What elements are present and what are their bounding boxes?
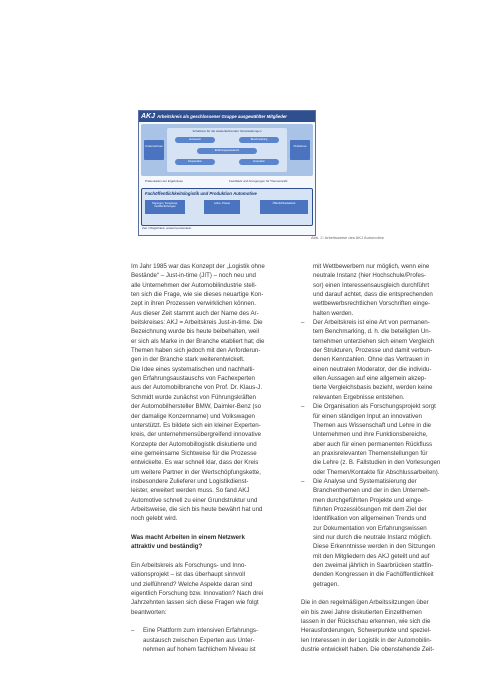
- bullet-line: [301, 580, 465, 589]
- bullet-item: [301, 477, 465, 589]
- text-line: nehmen auf hohem fachlichem Niveau ist: [143, 646, 256, 654]
- bullet-line: [301, 552, 465, 561]
- text-line: führten Prozesslösungen mit dem Ziel der: [313, 505, 427, 513]
- bullet-line: [301, 421, 465, 430]
- figure-caption: Abb. 2: Arbeitsweise des AKJ Automotive: [311, 235, 384, 240]
- text-line: der Automobilhersteller BMW, Daimler-Benz (so: [131, 403, 262, 411]
- text-line: zept in ihren Prozessen verwirklichen können.: [131, 300, 256, 308]
- text-line: entwickelte. Es war schnell klar, dass der Kreis: [131, 459, 259, 467]
- bullet-continuation: [301, 262, 465, 318]
- text-line: Die Organisation als Forschungsprojekt sorgt: [313, 403, 436, 411]
- left-para-2: [131, 561, 295, 617]
- bullet-line: [301, 533, 465, 542]
- text-line: eigentlich Forschung bzw. Innovation? Nach drei: [131, 590, 264, 598]
- spacer: [131, 617, 295, 626]
- text-line: und darauf achtet, dass die entsprechenden: [313, 291, 433, 299]
- bullet-line: [131, 626, 295, 635]
- text-line: den zweimal jährlich in Saarbrücken stattfin-: [313, 562, 434, 569]
- bullet-line: [301, 430, 465, 439]
- akj-workflow-figure: [138, 110, 316, 236]
- text-line: Bezeichnung wurde bis heute beibehalten, weil: [131, 328, 260, 336]
- text-line: Bestände“ – Just-in-time (JIT) – noch neu und: [131, 272, 256, 280]
- text-line: Schmidt wurde zunächst von Führungskräften: [131, 393, 256, 401]
- dash-marker: –: [301, 477, 305, 485]
- bullet-line: [301, 505, 465, 514]
- figure-middle-title: Schaltorte für die wiederkehrenden Veranstaltungen: [192, 129, 262, 133]
- text-line: tem Benchmarking, d. h. die beteiligten Un-: [313, 328, 431, 336]
- text-line: unterstützt. Es bildete sich ein kleiner Experten-: [131, 421, 261, 429]
- text-line: relevanten Ergebnisse entstehen.: [313, 393, 405, 401]
- bullet-line: [301, 262, 465, 271]
- bullet-line: [301, 477, 465, 486]
- text-line: sind nur durch die neutrale Instanz möglich.: [313, 533, 432, 541]
- figure-pill: Benchmarking: [239, 137, 279, 143]
- text-line: ellen Aussagen auf eine allgemein akzep-: [313, 375, 427, 383]
- bullet-line: [301, 271, 465, 280]
- text-line: eine gemeinsame Sichtweise für die Prozesse: [131, 449, 257, 457]
- text-line: und zielführend? Welche Aspekte daran sind: [131, 580, 253, 588]
- spacer: [131, 552, 295, 561]
- text-line: der Strukturen, Prozesse und damit verbun-: [313, 347, 433, 355]
- bullet-line: [301, 542, 465, 551]
- spacer: [301, 589, 465, 598]
- figure-pill: Kooperation: [175, 159, 215, 165]
- bullet-item: [301, 402, 465, 477]
- text-line: denen Kennzahlen. Ohne das Vertrauen in: [313, 356, 430, 364]
- akj-logo: AKJ: [141, 113, 156, 120]
- text-line: leister, erweitert werden muss. So fand AKJ: [131, 487, 250, 495]
- figure-pill: Erfahrungsaustausch: [197, 148, 257, 154]
- text-line: getragen.: [313, 580, 339, 588]
- text-line: Der Arbeitskreis ist eine Art von permanen-: [313, 319, 430, 327]
- bullet-line: [301, 290, 465, 299]
- text-line: halten werden.: [313, 309, 354, 317]
- left-para-1: [131, 262, 295, 524]
- text-line: ternehmen unterziehen sich einem Vergleich: [313, 337, 435, 345]
- text-line: beantworten:: [131, 608, 167, 616]
- text-line: der damalige Konzernname) und Volkswagen: [131, 412, 255, 420]
- text-line: Diese Erkenntnisse werden in den Sitzungen: [313, 543, 436, 551]
- text-line: ein bis zwei Jahre diskutierten Einzelthemen: [301, 608, 422, 616]
- figure-arrow-right-label: Feedback und Anregungen für Themenwahl: [229, 179, 288, 183]
- bullet-item: [301, 318, 465, 402]
- text-line: einen neutralen Moderator, der die individu-: [313, 365, 432, 373]
- text-line: gen Erfahrungsaustauschs von Fachexperten: [131, 375, 255, 383]
- bullet-line: [301, 449, 465, 458]
- text-line: len Interessen in der Logistik in der Automobilin-: [301, 636, 432, 644]
- text-line: er sich als Marke in der Branche etabliert hat; die: [131, 337, 265, 345]
- bullet-line: [301, 514, 465, 523]
- bullet-line: [301, 570, 465, 579]
- text-line: Im Jahr 1985 war das Konzept der „Logistik ohne: [131, 263, 265, 270]
- figure-footer: Zeit / Möglichkeit, weiterzuentwickeln: [142, 226, 192, 230]
- text-line: um weitere Partner in der Wertschöpfungskette,: [131, 468, 261, 476]
- text-line: sor) einen Interessensausgleich durchführt: [313, 281, 430, 289]
- heading-line: Was macht Arbeiten in einem Netzwerk: [131, 533, 245, 541]
- text-line: dustrie entwickelt haben. Die obenstehende Zeit-: [301, 646, 435, 654]
- text-line: Unternehmen und ihre Funktionsbereiche,: [313, 431, 428, 439]
- bullet-line: [301, 309, 465, 318]
- right-para-3: [301, 598, 465, 654]
- text-line: Identifikation von allgemeinen Trends und: [313, 515, 427, 523]
- text-line: Branchenthemen und der in den Unterneh-: [313, 487, 430, 495]
- bullet-line: [301, 412, 465, 421]
- figure-middle-panel: [167, 128, 287, 172]
- bullet-line: [301, 337, 465, 346]
- bullet-line: [301, 318, 465, 327]
- figure-upper-band: [141, 124, 313, 176]
- text-line: die Lehre (z. B. Fallstudien in den Vorlesungen: [313, 459, 441, 467]
- figure-left-box: Unternehmen: [144, 140, 164, 160]
- figure-arrow-row: [141, 177, 313, 187]
- bullet-line: [301, 383, 465, 392]
- text-line: an praxisrelevanten Themenstellungen für: [313, 449, 428, 457]
- bullet-line: [301, 365, 465, 374]
- bullet-line: [131, 645, 295, 654]
- spacer: [131, 524, 295, 533]
- section-heading: [131, 533, 295, 552]
- text-line: men durchgeführten Projekte und einge-: [313, 496, 423, 504]
- right-column: [301, 262, 465, 654]
- bullet-line: [301, 561, 465, 570]
- bullet-line: [301, 440, 465, 449]
- text-line: alle Unternehmen der Automobilindustrie stell-: [131, 281, 257, 289]
- bullet-line: [301, 468, 465, 477]
- figure-bottom-panel: [141, 188, 313, 226]
- text-line: mit den Mitgliedern des AKJ geteilt und auf: [313, 552, 430, 560]
- bullet-line: [301, 355, 465, 364]
- text-line: neutrale Instanz (hier Hochschule/Profes-: [313, 272, 426, 280]
- text-line: Arbeitsweise, die sich bis heute bewährt hat und: [131, 505, 263, 513]
- bullet-line: [131, 636, 295, 645]
- text-line: zur Dokumentation von Erfahrungswissen: [313, 524, 427, 532]
- figure-bottom-title: Fachöffentlichkeitslogistik und Produktion Automotive: [145, 191, 257, 196]
- text-line: aber auch für einen permanenten Rückfluss: [313, 440, 433, 448]
- text-line: Themen aus Wissenschaft und Lehre in die: [313, 421, 432, 429]
- bullet-line: [301, 524, 465, 533]
- text-line: wettbewerbsrechtlichen Vorschriften einge-: [313, 300, 431, 308]
- text-line: kreis, der unternehmensübergreifend innovative: [131, 431, 262, 439]
- bullet-line: [301, 299, 465, 308]
- text-line: Aus dieser Zeit stammt auch der Name des Ar-: [131, 309, 259, 317]
- text-line: oder Themen/Kontakte für Abschlussarbeiten).: [313, 468, 440, 476]
- text-line: tierte Vergleichsbasis bezieht, werden keine: [313, 384, 433, 392]
- bullet-line: [301, 496, 465, 505]
- text-line: noch gelebt wird.: [131, 515, 178, 523]
- dash-marker: –: [301, 403, 305, 411]
- figure-bottom-box: Lehre, Presse: [204, 200, 240, 214]
- text-line: vationsprojekt – ist das überhaupt sinnvoll: [131, 571, 246, 579]
- dash-marker: –: [301, 319, 305, 327]
- left-column: [131, 262, 295, 654]
- bullet-line: [301, 486, 465, 495]
- bullet-line: [301, 281, 465, 290]
- text-line: lassen in der Rückschau erkennen, wie sich die: [301, 618, 431, 626]
- text-line: Jahrzehnten lassen sich diese Fragen wie folgt: [131, 599, 259, 607]
- text-line: austausch zwischen Experten aus Unter-: [143, 636, 255, 644]
- text-line: Herausforderungen, Schwerpunkte und speziel-: [301, 627, 432, 635]
- figure-top-title: Arbeitskreis als geschlossener Gruppe ausgewählter Mitglieder: [139, 111, 315, 122]
- text-line: Die in den regelmäßigen Arbeitssitzungen über: [301, 599, 429, 607]
- text-line: Themen haben sich jedoch mit den Anforderun-: [131, 347, 261, 355]
- text-line: mit Wettbewerbern nur möglich, wenn eine: [313, 263, 430, 270]
- bullet-line: [301, 374, 465, 383]
- heading-line: attraktiv und beständig?: [131, 543, 203, 551]
- text-line: beitskreises: AKJ = Arbeitskreis Just-in-time. Die: [131, 319, 263, 327]
- bullet-item: [131, 626, 295, 654]
- bullet-line: [301, 393, 465, 402]
- figure-pill: Innovation: [239, 159, 279, 165]
- bullet-line: [301, 458, 465, 467]
- bullet-line: [301, 346, 465, 355]
- figure-bottom-box: Tagungen, Kongresse, Veröffentlichungen: [145, 200, 185, 214]
- text-line: Ein Arbeitskreis als Forschungs- und Inno-: [131, 562, 247, 569]
- figure-bottom-box: Öffentlichkeitsarbeit: [260, 200, 308, 214]
- text-line: Eine Plattform zum intensiven Erfahrungs-: [143, 627, 259, 635]
- text-line: Konzepte der Automobillogistik diskutierte und: [131, 440, 257, 448]
- bullet-line: [301, 327, 465, 336]
- text-line: ten sich die Frage, wie sie dieses neuartige Kon-: [131, 291, 264, 299]
- text-line: für einen ständigen Input an innovativen: [313, 412, 422, 420]
- text-line: denden Kongressen in die Fachöffentlichkeit: [313, 571, 434, 579]
- dash-marker: –: [131, 627, 135, 635]
- figure-right-box: Probleme: [290, 140, 310, 160]
- text-line: aus der Automobilbranche von Prof. Dr. Klaus-J.: [131, 384, 263, 392]
- figure-pill: Austausch: [175, 137, 215, 143]
- text-line: Die Idee eines systematischen und nachhalti-: [131, 365, 255, 373]
- figure-arrow-left-label: Präsentation der Ergebnisse: [145, 179, 183, 183]
- text-line: Automotive schnell zu einer Grundstruktur und: [131, 496, 258, 504]
- text-line: Die Analyse und Systematisierung der: [313, 477, 417, 485]
- bullet-line: [301, 402, 465, 411]
- text-line: insbesondere Zulieferer und Logistikdienst-: [131, 477, 249, 485]
- text-line: gen in der Branche stark weiterentwickelt.: [131, 356, 245, 364]
